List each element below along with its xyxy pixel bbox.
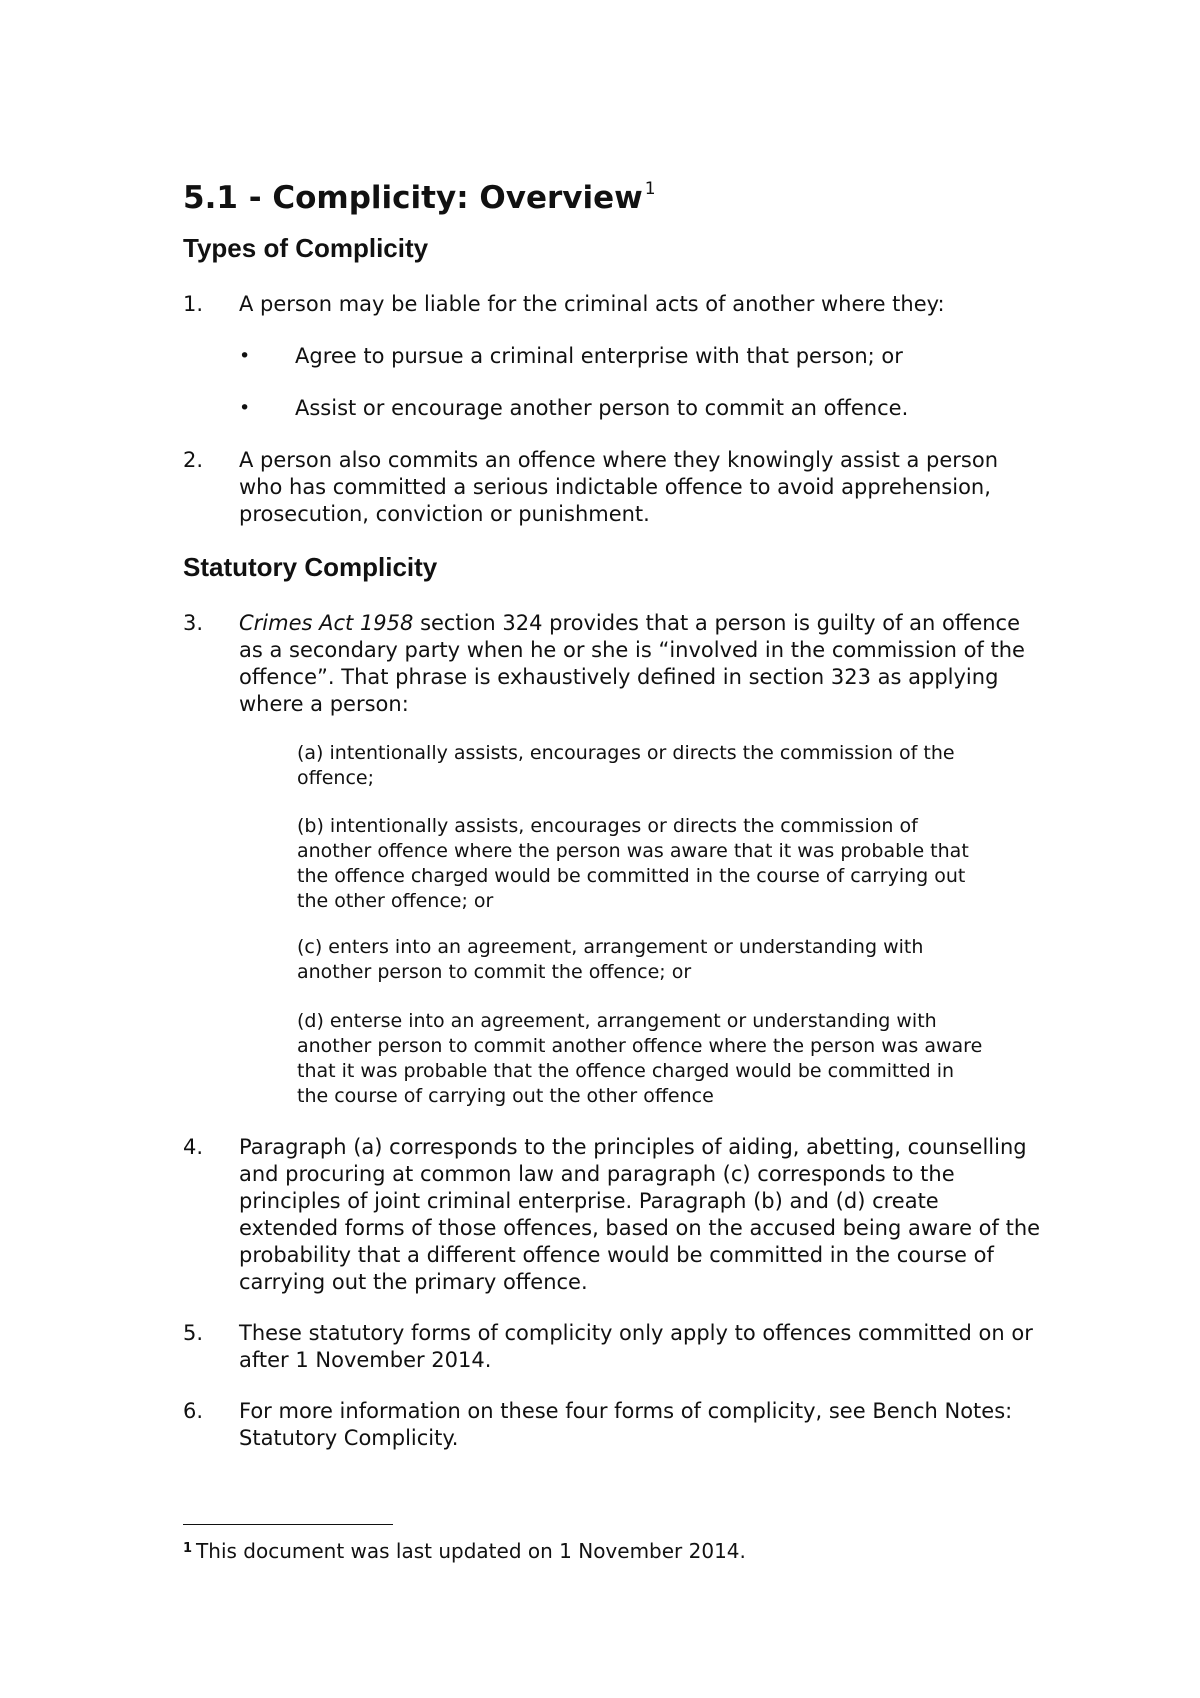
paragraph-number: 5. bbox=[183, 1321, 204, 1345]
paragraph-text: For more information on these four forms of complicity, see Bench Notes: Statutory Complicity. bbox=[239, 1399, 1013, 1450]
paragraph-text bbox=[239, 610, 1043, 718]
footnote-divider bbox=[183, 1524, 393, 1525]
bullet-item bbox=[239, 395, 1039, 422]
paragraph-text: Paragraph (a) corresponds to the principles of aiding, abetting, counselling and procuring at common law and paragraph (c) corresponds to the principles of joint criminal enterprise. Paragraph (b) and (d) create extended forms of those offences, based on the accused being aware of the probability that a different offence would be committed in the course of carrying out the primary offence. bbox=[239, 1135, 1041, 1294]
paragraph-text: A person may be liable for the criminal acts of another where they: bbox=[239, 292, 945, 316]
subparagraph-a: (a) intentionally assists, encourages or directs the commission of the offence; bbox=[297, 742, 955, 789]
subparagraph-c: (c) enters into an agreement, arrangement or understanding with another person to commit the offence; or bbox=[297, 936, 924, 983]
footnote-text: This document was last updated on 1 November 2014. bbox=[196, 1539, 746, 1563]
bullet-text: Assist or encourage another person to commit an offence. bbox=[295, 396, 909, 420]
paragraph-4 bbox=[183, 1134, 1043, 1296]
paragraph-2 bbox=[183, 447, 1043, 528]
paragraph-number: 4. bbox=[183, 1135, 204, 1159]
paragraph-5 bbox=[183, 1320, 1043, 1374]
paragraph-number: 6. bbox=[183, 1399, 204, 1423]
paragraph-3 bbox=[183, 610, 1043, 718]
footnote bbox=[183, 1536, 746, 1564]
bullet-item bbox=[239, 343, 1039, 370]
paragraph-text: A person also commits an offence where they knowingly assist a person who has committed a serious indictable offence to avoid apprehension, prosecution, conviction or punishment. bbox=[239, 448, 999, 526]
footnote-reference[interactable]: 1 bbox=[644, 179, 656, 199]
subparagraph-b: (b) intentionally assists, encourages or directs the commission of another offence where the person was aware that it was probable that the offence charged would be committed in the course of carrying out the other offence; or bbox=[297, 815, 969, 912]
paragraph-number: 1. bbox=[183, 292, 204, 316]
paragraph-1 bbox=[183, 291, 1043, 318]
bullet-text: Agree to pursue a criminal enterprise with that person; or bbox=[295, 344, 903, 368]
section-heading-types: Types of Complicity bbox=[183, 233, 429, 263]
section-heading-statutory: Statutory Complicity bbox=[183, 552, 438, 582]
footnote-marker: 1 bbox=[183, 1541, 193, 1556]
bullet-icon: • bbox=[239, 345, 251, 367]
page-title-text: 5.1 - Complicity: Overview bbox=[183, 180, 643, 216]
paragraph-text-rest: section 324 provides that a person is guilty of an offence as a secondary party when he or she is “involved in the commission of the offence”. That phrase is exhaustively defined in section 323 as applying where a person: bbox=[239, 611, 1025, 716]
subparagraph-d: (d) enterse into an agreement, arrangement or understanding with another person to commit another offence where the person was aware that it was probable that the offence charged would be committed in the course of carrying out the other offence bbox=[297, 1010, 983, 1107]
paragraph-text: These statutory forms of complicity only apply to offences committed on or after 1 November 2014. bbox=[239, 1321, 1033, 1372]
paragraph-number: 2. bbox=[183, 448, 204, 472]
paragraph-6 bbox=[183, 1398, 1043, 1452]
page-title bbox=[183, 167, 656, 220]
bullet-icon: • bbox=[239, 397, 251, 419]
paragraph-number: 3. bbox=[183, 611, 204, 635]
act-title: Crimes Act 1958 bbox=[239, 611, 414, 635]
